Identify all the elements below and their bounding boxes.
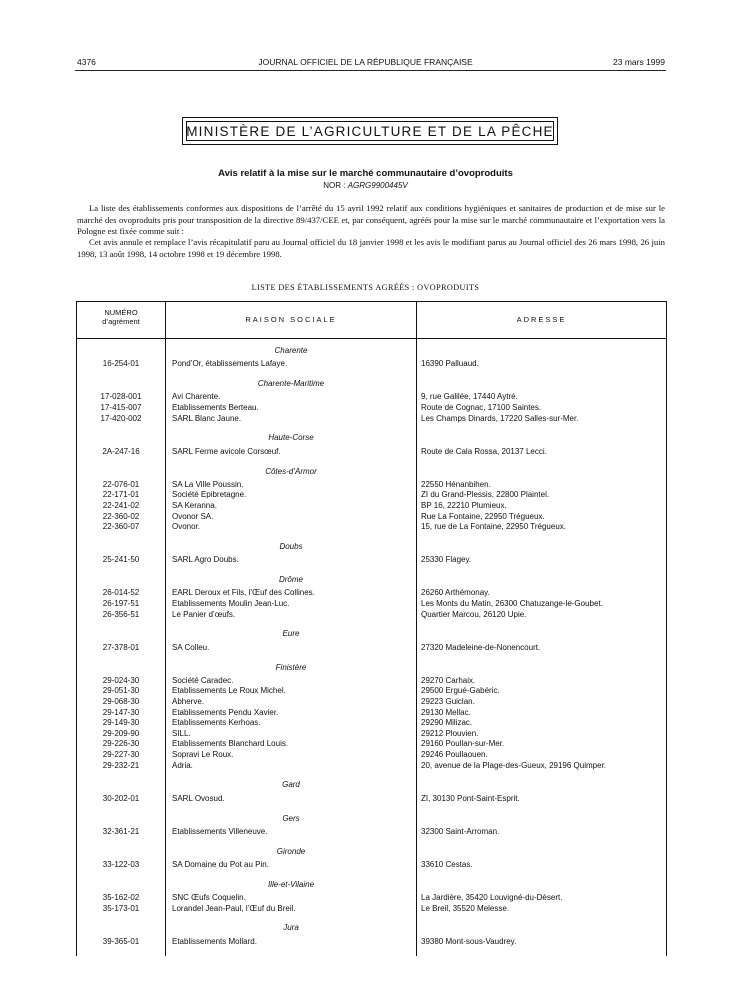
raison-sociale: Pond’Or, établissements Lafaye. (172, 359, 288, 369)
table-row (77, 761, 666, 772)
table-row (77, 676, 666, 687)
agrement-number: 22-360-02 (102, 511, 140, 521)
raison-sociale: SARL Blanc Jaune. (172, 413, 242, 423)
table-row (77, 697, 666, 708)
agrement-number: 22-360-07 (102, 522, 140, 532)
adresse: La Jardière, 35420 Louvigné-du-Désert. (421, 892, 563, 902)
agrement-number: 29-226-30 (102, 739, 140, 749)
column-header-numero-line1: NUMÉRO (104, 308, 138, 317)
raison-sociale: SILL. (172, 728, 191, 738)
table-row (77, 904, 666, 915)
region-heading: Haute-Corse (268, 433, 314, 443)
table-row (77, 522, 666, 533)
raison-sociale: SARL Agro Doubs. (172, 555, 239, 565)
raison-sociale: Etablissements Kerhoas. (172, 718, 261, 728)
ministry-box (182, 117, 558, 145)
table-row (77, 729, 666, 740)
nor-code: AGRG9900445V (347, 181, 408, 190)
table-row (77, 750, 666, 761)
agrement-number: 32-361-21 (102, 826, 140, 836)
region-heading: Doubs (279, 542, 303, 551)
raison-sociale: Ovonor. (172, 522, 201, 532)
raison-sociale: Avi Charente. (172, 392, 221, 402)
raison-sociale: Le Panier d’œufs. (172, 609, 236, 619)
raison-sociale: Adria. (172, 760, 193, 770)
annul-paragraph: Cet avis annule et remplace l’avis récapitulatif paru au Journal officiel du 18 janvier 1998 et les avis le modifiant parus au Journal officiel des 26 mars 1998, 26 juin 1998, 13 août 1998, 14 octobre 1998 et 19 décembre 1998. (77, 237, 665, 259)
raison-sociale: Etablissements Villeneuve. (172, 826, 268, 836)
table-row (77, 860, 666, 871)
column-header-raison-sociale: RAISON SOCIALE (245, 315, 337, 324)
table-row (77, 480, 666, 491)
raison-sociale: EARL Deroux et Fils, l’Œuf des Collines. (172, 588, 315, 598)
adresse: BP 16, 22210 Plumieux. (421, 500, 507, 510)
journal-title: JOURNAL OFFICIEL DE LA RÉPUBLIQUE FRANÇAISE (258, 57, 473, 67)
column-header-adresse: ADRESSE (516, 315, 567, 324)
raison-sociale: Société Caradec. (172, 675, 234, 685)
adresse: 26260 Arthémonay. (421, 588, 490, 598)
table-row (77, 512, 666, 523)
table-row (77, 739, 666, 750)
header-divider (77, 338, 666, 339)
agrement-number: 17-028-001 (100, 392, 142, 402)
agrement-number: 29-024-30 (102, 675, 140, 685)
adresse: 25330 Flagey. (421, 555, 472, 565)
agrement-number: 29-147-30 (102, 707, 140, 717)
adresse: 29290 Milizac. (421, 718, 473, 728)
region-heading: Gard (282, 780, 300, 790)
agrement-number: 35-173-01 (102, 903, 140, 913)
raison-sociale: SNC Œufs Coquelin. (172, 892, 246, 902)
adresse: 29160 Poullan-sur-Mer. (421, 739, 505, 749)
adresse: Route de Cala Rossa, 20137 Lecci. (421, 446, 547, 456)
agrement-number: 39-365-01 (102, 936, 140, 946)
raison-sociale: SA Colleu. (172, 642, 210, 652)
agrement-number: 2A-247-16 (102, 446, 140, 456)
adresse: Les Champs Dinards, 17220 Salles-sur-Mer. (421, 413, 579, 423)
list-title: LISTE DES ÉTABLISSEMENTS AGRÉÉS : OVOPRODUITS (251, 283, 480, 292)
agrement-number: 29-209-90 (102, 728, 140, 738)
raison-sociale: Etablissements Blanchard Louis. (172, 739, 289, 749)
intro-paragraph: La liste des établissements conformes aux dispositions de l’arrêté du 15 avril 1992 relatif aux conditions hygiéniques et sanitaires de production et de mise sur le marché des ovoproduits pris pour transposition de la directive 89/437/CEE et, par conséquent, agréés pour la mise sur le marché communautaire et l’exportation vers la Pologne est fixée comme suit : (77, 203, 665, 236)
table-row (77, 610, 666, 621)
agrement-number: 17-420-002 (100, 413, 142, 423)
adresse: Route de Cognac, 17100 Saintes. (421, 402, 542, 412)
issue-date: 23 mars 1999 (613, 57, 665, 67)
region-heading: Ille-et-Vilaine (267, 879, 315, 889)
raison-sociale: Lorandel Jean-Paul, l’Œuf du Breil. (172, 903, 296, 913)
region-heading: Côtes-d’Armor (265, 466, 317, 476)
adresse: ZI, 30130 Pont-Saint-Esprit. (421, 793, 520, 803)
table-row (77, 794, 666, 805)
region-heading: Gironde (276, 846, 306, 856)
raison-sociale: SARL Ovosud. (172, 793, 225, 803)
raison-sociale: SA Domaine du Pot au Pin. (172, 859, 269, 869)
raison-sociale: Etablissements Berteau. (172, 402, 259, 412)
agrement-number: 29-051-30 (102, 686, 140, 696)
agrement-number: 29-227-30 (102, 749, 140, 759)
nor-label: NOR : (323, 181, 346, 190)
table-row (77, 555, 666, 566)
establishments-table (76, 301, 667, 956)
agrement-number: 29-068-30 (102, 696, 140, 706)
table-row (77, 827, 666, 838)
table-row (77, 686, 666, 697)
agrement-number: 30-202-01 (102, 793, 140, 803)
table-row (77, 599, 666, 610)
adresse: 9, rue Galilée, 17440 Aytré. (421, 392, 518, 402)
raison-sociale: Abherve. (172, 696, 205, 706)
adresse: 29270 Carhaix. (421, 675, 476, 685)
agrement-number: 25-241-50 (102, 555, 140, 565)
adresse: 29246 Poullaouen. (421, 749, 488, 759)
raison-sociale: Société Epibretagne. (172, 490, 247, 500)
region-heading: Finistère (275, 662, 307, 672)
page-number: 4376 (77, 57, 96, 67)
adresse: 20, avenue de la Plage-des-Gueux, 29196 Quimper. (421, 760, 607, 770)
agrement-number: 17-415-007 (100, 402, 142, 412)
raison-sociale: Etablissements Mollard. (172, 936, 257, 946)
raison-sociale: SARL Ferme avicole Corsœuf. (172, 446, 281, 456)
column-header-numero (77, 308, 165, 326)
region-heading: Gers (282, 813, 300, 823)
adresse: 29212 Plouvien. (421, 728, 479, 738)
adresse: Quartier Marcou, 26120 Upie. (421, 609, 527, 619)
agrement-number: 27-378-01 (102, 642, 140, 652)
agrement-number: 26-356-51 (102, 609, 140, 619)
agrement-number: 22-241-02 (102, 500, 140, 510)
raison-sociale: Etablissements Le Roux Michel. (172, 686, 286, 696)
region-heading: Eure (282, 629, 300, 639)
agrement-number: 22-076-01 (102, 479, 140, 489)
adresse: 16390 Palluaud. (421, 359, 479, 369)
adresse: 32300 Saint-Arroman. (421, 826, 500, 836)
adresse: Les Monts du Matin, 26300 Chatuzange-le-Goubet. (421, 598, 603, 608)
raison-sociale: Ovonor SA. (172, 511, 214, 521)
raison-sociale: Etablissements Pendu Xavier. (172, 707, 279, 717)
region-heading: Drôme (278, 575, 303, 585)
adresse: 33610 Cestas. (421, 859, 473, 869)
table-row (77, 643, 666, 654)
agrement-number: 29-149-30 (102, 718, 140, 728)
table-row (77, 403, 666, 414)
adresse: 29130 Mellac. (421, 707, 471, 717)
column-header-numero-line2: d’agrément (102, 317, 140, 326)
table-row (77, 718, 666, 729)
table-row (77, 447, 666, 458)
ministry-title: MINISTÈRE DE L’AGRICULTURE ET DE LA PÊCHE (186, 123, 554, 139)
adresse: 22550 Hénanbihen. (421, 479, 491, 489)
table-row (77, 893, 666, 904)
table-row (77, 359, 666, 370)
table-row (77, 708, 666, 719)
adresse: 39380 Mont-sous-Vaudrey. (421, 936, 517, 946)
table-row (77, 501, 666, 512)
raison-sociale: Etablissements Moulin Jean-Luc. (172, 598, 290, 608)
adresse: 27320 Madeleine-de-Nonencourt. (421, 642, 541, 652)
table-row (77, 588, 666, 599)
table-row (77, 392, 666, 403)
avis-title: Avis relatif à la mise sur le marché communautaire d’ovoproduits (218, 168, 513, 179)
adresse: ZI du Grand-Plessis, 22800 Plaintel. (421, 490, 550, 500)
agrement-number: 29-232-21 (102, 760, 140, 770)
agrement-number: 26-014-52 (102, 588, 140, 598)
adresse: 15, rue de La Fontaine, 22950 Trégueux. (421, 522, 566, 532)
adresse: 29223 Guiclan. (421, 696, 475, 706)
agrement-number: 35-162-02 (102, 892, 140, 902)
region-heading: Charente (274, 346, 308, 355)
raison-sociale: Sopravi Le Roux. (172, 749, 234, 759)
header-rule (75, 70, 666, 71)
raison-sociale: SA Keranna. (172, 500, 217, 510)
table-row (77, 490, 666, 501)
agrement-number: 33-122-03 (102, 859, 140, 869)
adresse: Le Breil, 35520 Melesse. (421, 903, 510, 913)
agrement-number: 26-197-51 (102, 598, 140, 608)
agrement-number: 22-171-01 (102, 490, 140, 500)
nor-reference (0, 181, 731, 190)
adresse: 29500 Ergué-Gabéric. (421, 686, 500, 696)
agrement-number: 16-254-01 (102, 359, 140, 369)
table-row (77, 414, 666, 425)
region-heading: Charente-Maritime (257, 379, 325, 389)
adresse: Rue La Fontaine, 22950 Trégueux. (421, 511, 545, 521)
table-row (77, 937, 666, 948)
region-heading: Jura (283, 923, 299, 933)
raison-sociale: SA La Ville Poussin. (172, 479, 244, 489)
